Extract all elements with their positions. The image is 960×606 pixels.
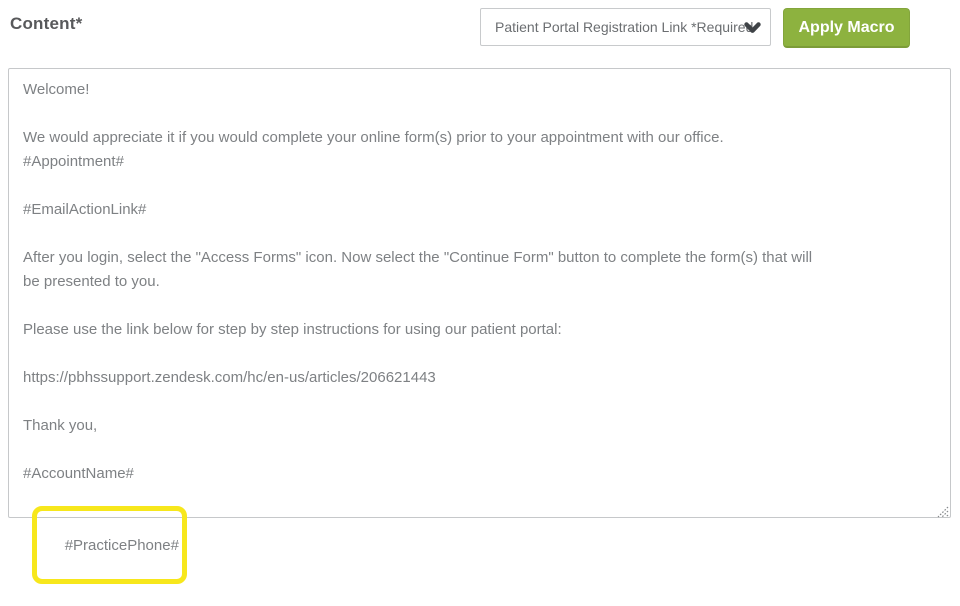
editor-line [23,294,936,318]
editor-line: After you login, select the "Access Forms" icon. Now select the "Continue Form" button to complete the form(s) that will [23,249,813,266]
editor-line: We would appreciate it if you would complete your online form(s) prior to your appointment with our office. [23,129,724,146]
resize-handle-icon[interactable] [935,502,949,516]
editor-line: #Appointment# [23,153,124,170]
editor-line-highlighted [23,486,936,606]
editor-line: https://pbhssupport.zendesk.com/hc/en-us/articles/206621443 [23,369,436,386]
editor-line [23,222,936,246]
editor-line: Welcome! [23,81,90,98]
chevron-down-icon [744,21,761,33]
editor-line [23,102,936,126]
content-editor[interactable] [8,68,951,554]
highlight-annotation [40,510,179,582]
editor-line: be presented to you. [23,273,160,290]
highlighted-token: #PracticePhone# [64,537,179,554]
macro-select-value: Patient Portal Registration Link *Required [495,19,754,35]
editor-line [23,390,936,414]
editor-line: Please use the link below for step by step instructions for using our patient portal: [23,321,562,338]
editor-line [23,174,936,198]
editor-line [23,438,936,462]
editor-line: Thank you, [23,417,98,434]
editor-line: #AccountName# [23,465,134,482]
editor-line [23,342,936,366]
editor-line: #EmailActionLink# [23,201,147,218]
content-field-label: Content* [10,14,83,33]
macro-select[interactable] [480,8,771,46]
apply-macro-button[interactable]: Apply Macro [783,8,910,48]
